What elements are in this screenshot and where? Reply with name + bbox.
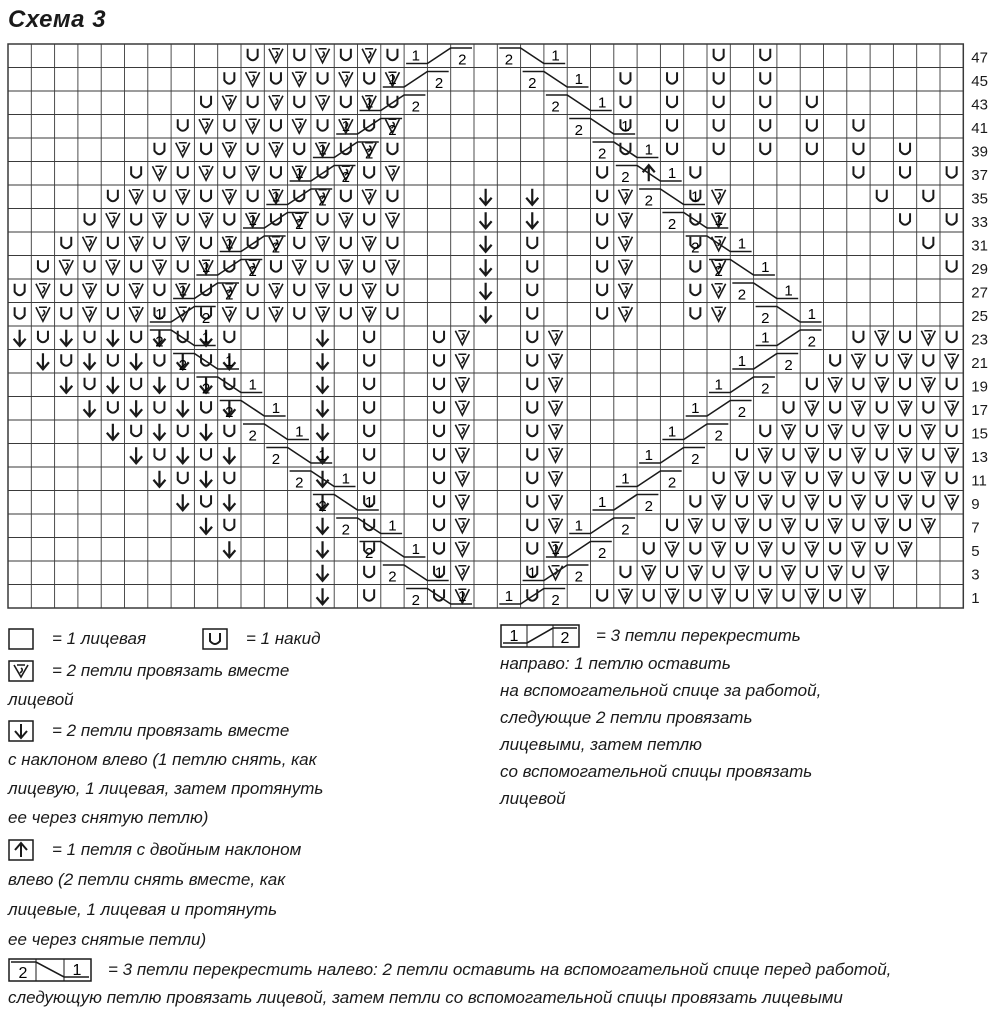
svg-text:2: 2 [551, 98, 560, 116]
svg-text:2: 2 [248, 427, 257, 445]
row-number: 1 [971, 590, 980, 607]
svg-text:1: 1 [318, 141, 327, 159]
legend-cross-left-line2: следующую петлю провязать лицевой, затем петли со вспомогательной спицы провязать лицевыми [8, 988, 843, 1007]
svg-text:2: 2 [667, 216, 677, 233]
yarn-over-icon [202, 628, 228, 650]
svg-text:2: 2 [295, 216, 304, 233]
row-number: 43 [971, 96, 988, 114]
svg-text:1: 1 [225, 235, 234, 253]
knit-stitch-icon [8, 628, 34, 650]
svg-text:2: 2 [341, 521, 351, 539]
svg-text:2: 2 [528, 75, 537, 92]
svg-text:2: 2 [225, 286, 234, 304]
svg-text:1: 1 [295, 423, 304, 441]
row-number: 41 [971, 120, 988, 137]
svg-text:1: 1 [295, 165, 304, 182]
legend-ssk-line2: с наклоном влево (1 петлю снять, как [8, 750, 317, 769]
svg-text:2: 2 [271, 239, 281, 257]
svg-text:1: 1 [644, 141, 653, 159]
legend-ssk-line4: ее через снятую петлю) [8, 808, 209, 827]
legend-cross-right-line6: со вспомогательной спицы провязать [500, 762, 813, 781]
svg-text:1: 1 [644, 447, 653, 464]
svg-text:1: 1 [318, 447, 327, 464]
legend-cross-right-line4: следующие 2 петли провязать [500, 708, 753, 727]
svg-text:2: 2 [364, 145, 374, 163]
row-number: 37 [971, 167, 988, 184]
svg-text:2: 2 [714, 263, 723, 280]
ssk-icon [8, 720, 34, 742]
svg-text:2: 2 [248, 263, 257, 280]
svg-text:2: 2 [201, 310, 211, 327]
svg-text:1: 1 [201, 329, 211, 347]
svg-text:1: 1 [178, 282, 187, 300]
double-decrease-icon [8, 839, 34, 861]
svg-text:2: 2 [411, 98, 420, 116]
legend-cross-right-line7: лицевой [500, 789, 566, 808]
svg-text:2: 2 [318, 498, 327, 515]
svg-text:2: 2 [225, 404, 234, 421]
svg-text:2: 2 [737, 404, 747, 421]
legend-k2tog-line1: = 2 петли провязать вместе [52, 661, 290, 680]
row-number: 45 [971, 73, 988, 90]
row-number: 13 [971, 449, 988, 466]
svg-text:1: 1 [458, 588, 467, 605]
k2tog-icon [8, 660, 34, 682]
row-number: 29 [971, 261, 988, 278]
legend-k2tog-line2: лицевой [8, 690, 74, 709]
svg-text:2: 2 [341, 169, 351, 186]
row-number: 35 [971, 190, 988, 208]
svg-text:2: 2 [761, 310, 770, 327]
svg-text:1: 1 [714, 376, 723, 394]
svg-text:1: 1 [574, 517, 584, 535]
svg-text:2: 2 [574, 122, 584, 139]
legend-cross-right-line2: направо: 1 петлю оставить [500, 654, 731, 673]
svg-text:1: 1 [621, 118, 630, 135]
svg-text:1: 1 [597, 94, 607, 112]
svg-text:1: 1 [341, 470, 351, 488]
svg-text:2: 2 [807, 333, 817, 351]
svg-text:2: 2 [714, 427, 723, 445]
svg-text:2: 2 [784, 357, 793, 374]
legend-cross-right-line3: на вспомогательной спице за работой, [500, 681, 822, 700]
svg-text:1: 1 [551, 541, 560, 558]
legend-knit: = 1 лицевая [52, 629, 147, 648]
svg-text:2: 2 [178, 357, 187, 374]
svg-text:1: 1 [784, 282, 793, 300]
svg-text:2: 2 [295, 474, 304, 492]
svg-text:2: 2 [364, 545, 374, 562]
svg-text:2: 2 [18, 965, 28, 982]
svg-text:1: 1 [528, 564, 537, 582]
row-number: 9 [971, 496, 980, 513]
row-number: 25 [971, 308, 988, 325]
svg-text:1: 1 [597, 494, 607, 511]
svg-text:1: 1 [807, 306, 817, 323]
svg-text:2: 2 [271, 451, 281, 468]
legend-ssk-line3: лицевую, 1 лицевая, затем протянуть [8, 779, 324, 798]
legend-dbl-line2: влево (2 петли снять вместе, как [8, 870, 286, 889]
svg-text:2: 2 [434, 75, 444, 92]
row-number: 33 [971, 214, 988, 231]
row-number: 47 [971, 49, 988, 67]
row-number: 5 [971, 543, 980, 560]
svg-text:2: 2 [597, 145, 607, 163]
svg-text:1: 1 [551, 47, 560, 65]
svg-text:1: 1 [248, 376, 257, 394]
svg-text:1: 1 [411, 47, 420, 65]
legend-cross-right-line1: = 3 петли перекрестить [596, 626, 801, 645]
svg-text:2: 2 [644, 192, 653, 210]
svg-text:2: 2 [458, 51, 467, 69]
cross-right-icon [500, 624, 580, 648]
svg-text:1: 1 [155, 306, 164, 323]
legend-cross-right-line5: лицевыми, затем петлю [500, 735, 702, 754]
svg-text:1: 1 [509, 628, 519, 645]
svg-text:2: 2 [691, 451, 700, 468]
svg-text:1: 1 [761, 329, 770, 347]
svg-text:2: 2 [155, 333, 164, 351]
svg-text:1: 1 [388, 517, 397, 535]
svg-text:1: 1 [737, 235, 747, 253]
row-number: 19 [971, 378, 988, 396]
svg-text:2: 2 [201, 380, 211, 398]
legend-dbl-line3: лицевые, 1 лицевая и протянуть [8, 900, 278, 919]
row-number: 31 [971, 237, 988, 255]
svg-text:1: 1 [714, 212, 723, 229]
svg-text:2: 2 [504, 51, 514, 69]
svg-text:1: 1 [271, 400, 281, 417]
row-number: 15 [971, 425, 988, 443]
row-number: 21 [971, 355, 988, 372]
svg-text:2: 2 [644, 498, 653, 515]
svg-text:1: 1 [271, 188, 281, 206]
svg-text:1: 1 [504, 588, 514, 605]
svg-text:2: 2 [667, 474, 677, 492]
svg-text:1: 1 [691, 188, 700, 206]
svg-text:2: 2 [560, 630, 570, 647]
svg-text:1: 1 [364, 494, 374, 511]
svg-text:1: 1 [761, 259, 770, 276]
svg-text:1: 1 [201, 259, 211, 276]
svg-text:2: 2 [574, 568, 584, 586]
svg-text:1: 1 [434, 564, 444, 582]
svg-text:2: 2 [761, 380, 770, 398]
row-number: 3 [971, 566, 980, 584]
svg-text:1: 1 [667, 423, 677, 441]
svg-text:2: 2 [411, 592, 420, 609]
legend-ssk-line1: = 2 петли провязать вместе [52, 721, 290, 740]
svg-text:1: 1 [411, 541, 420, 558]
legend-yarn-over: = 1 накид [246, 629, 321, 648]
row-number: 17 [971, 402, 988, 419]
svg-text:2: 2 [318, 192, 327, 210]
svg-text:1: 1 [667, 165, 677, 182]
svg-text:2: 2 [621, 521, 630, 539]
row-number: 39 [971, 143, 988, 161]
svg-text:2: 2 [621, 169, 630, 186]
svg-text:1: 1 [388, 71, 397, 88]
svg-text:1: 1 [621, 470, 630, 488]
legend-dbl-line1: = 1 петля с двойным наклоном [52, 840, 302, 859]
svg-text:1: 1 [737, 353, 747, 370]
diagram-title: Схема 3 [8, 6, 107, 33]
svg-text:1: 1 [574, 71, 584, 88]
svg-text:1: 1 [341, 118, 351, 135]
cross-left-icon [8, 958, 92, 982]
svg-text:2: 2 [597, 545, 607, 562]
svg-text:1: 1 [364, 94, 374, 112]
svg-text:1: 1 [72, 962, 82, 979]
row-number: 11 [971, 472, 987, 490]
row-number: 23 [971, 331, 988, 349]
svg-text:2: 2 [691, 239, 700, 257]
row-number: 7 [971, 519, 980, 537]
svg-text:2: 2 [388, 568, 397, 586]
legend-dbl-line4: ее через снятые петли) [8, 930, 207, 949]
legend-cross-left-line1: = 3 петли перекрестить налево: 2 петли оставить на вспомогательной спице перед работой, [108, 960, 892, 979]
svg-text:1: 1 [248, 212, 257, 229]
svg-text:1: 1 [225, 353, 234, 370]
svg-text:1: 1 [691, 400, 700, 417]
svg-text:2: 2 [551, 592, 560, 609]
svg-text:2: 2 [737, 286, 747, 304]
svg-text:2: 2 [388, 122, 397, 139]
row-number: 27 [971, 284, 988, 302]
